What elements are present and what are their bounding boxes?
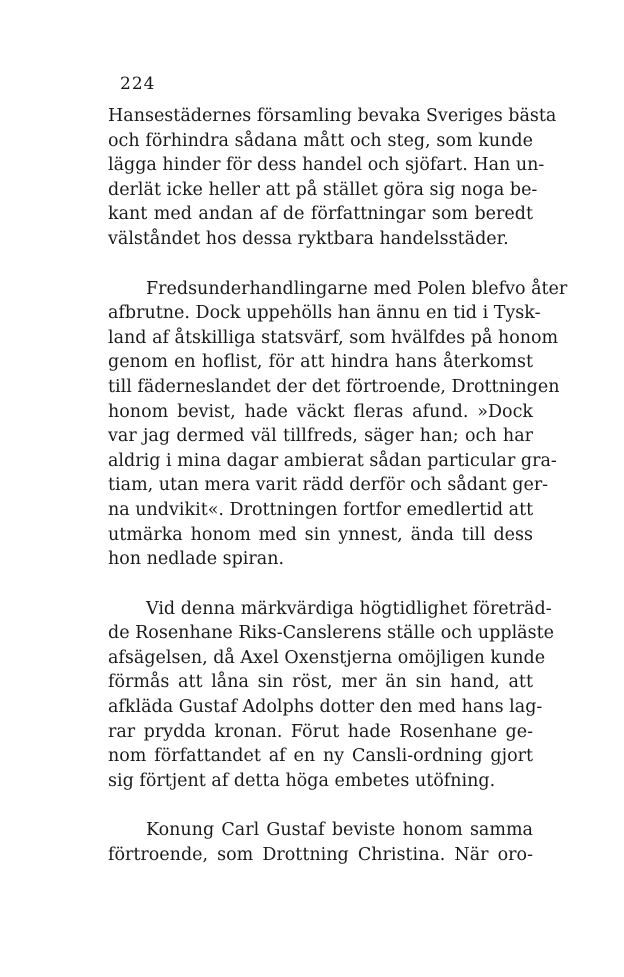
paragraph [108, 597, 554, 794]
text-line: sig förtjent af detta höga embetes utöfning. [108, 770, 496, 791]
body-text [108, 104, 568, 868]
text-line: kant med andan af de författningar som beredt [108, 204, 533, 225]
text-line: till fäderneslandet der det förtroende, Drottningen [108, 376, 560, 397]
text-line: var jag dermed väl tillfreds, säger han; och har [108, 426, 533, 447]
text-line: afsägelsen, då Axel Oxenstjerna omöjligen kunde [108, 647, 546, 668]
text-line: rar prydda kronan. Förut hade Rosenhane ge- [108, 721, 533, 742]
text-line: na undvikit«. Drottningen fortfor emedlertid att [108, 499, 534, 520]
text-line: Vid denna märkvärdiga högtidlighet företräd- [146, 598, 552, 619]
text-line: hon nedlade spiran. [108, 549, 285, 570]
text-line: Hansestädernes församling bevaka Sveriges bästa [108, 106, 557, 126]
text-line: land af åtskilliga statsvärf, som hvälfdes på honom [108, 327, 559, 348]
text-line: aldrig i mina dagar ambierat sådan particular gra- [108, 450, 557, 471]
text-line: de Rosenhane Riks-Canslerens ställe och uppläste [108, 623, 554, 644]
text-line: välståndet hos dessa ryktbara handelsstäder. [108, 228, 509, 249]
text-line: afkläda Gustaf Adolphs dotter den med hans lag- [108, 697, 543, 718]
text-line: Fredsunderhandlingarne med Polen blefvo åter [146, 278, 568, 299]
text-line: afbrutne. Dock uppehölls han ännu en tid i Tysk- [108, 303, 541, 324]
text-line: genom en hoflist, för att hindra hans återkomst [108, 352, 533, 373]
paragraph [108, 104, 557, 252]
text-line: utmärka honom med sin ynnest, ända till dess [108, 524, 533, 545]
text-line: Konung Carl Gustaf beviste honom samma [146, 820, 533, 841]
text-line: förtroende, som Drottning Christina. När oro- [108, 845, 533, 866]
text-line: honom bevist, hade väckt fleras afund. »Dock [108, 401, 533, 422]
page-number: 224 [120, 74, 156, 94]
text-line: tiam, utan mera varit rädd derför och sådant ger- [108, 475, 549, 496]
paragraph [108, 818, 533, 867]
paragraph [108, 277, 568, 572]
text-line: och förhindra sådana mått och steg, som kunde [108, 130, 533, 151]
text-line: derlät icke heller att på stället göra sig noga be- [108, 179, 538, 200]
text-line: lägga hinder för dess handel och sjöfart. Han un- [108, 155, 545, 176]
text-line: förmås att låna sin röst, mer än sin hand, att [108, 672, 533, 693]
text-line: nom författandet af en ny Cansli-ordning gjort [108, 746, 533, 767]
